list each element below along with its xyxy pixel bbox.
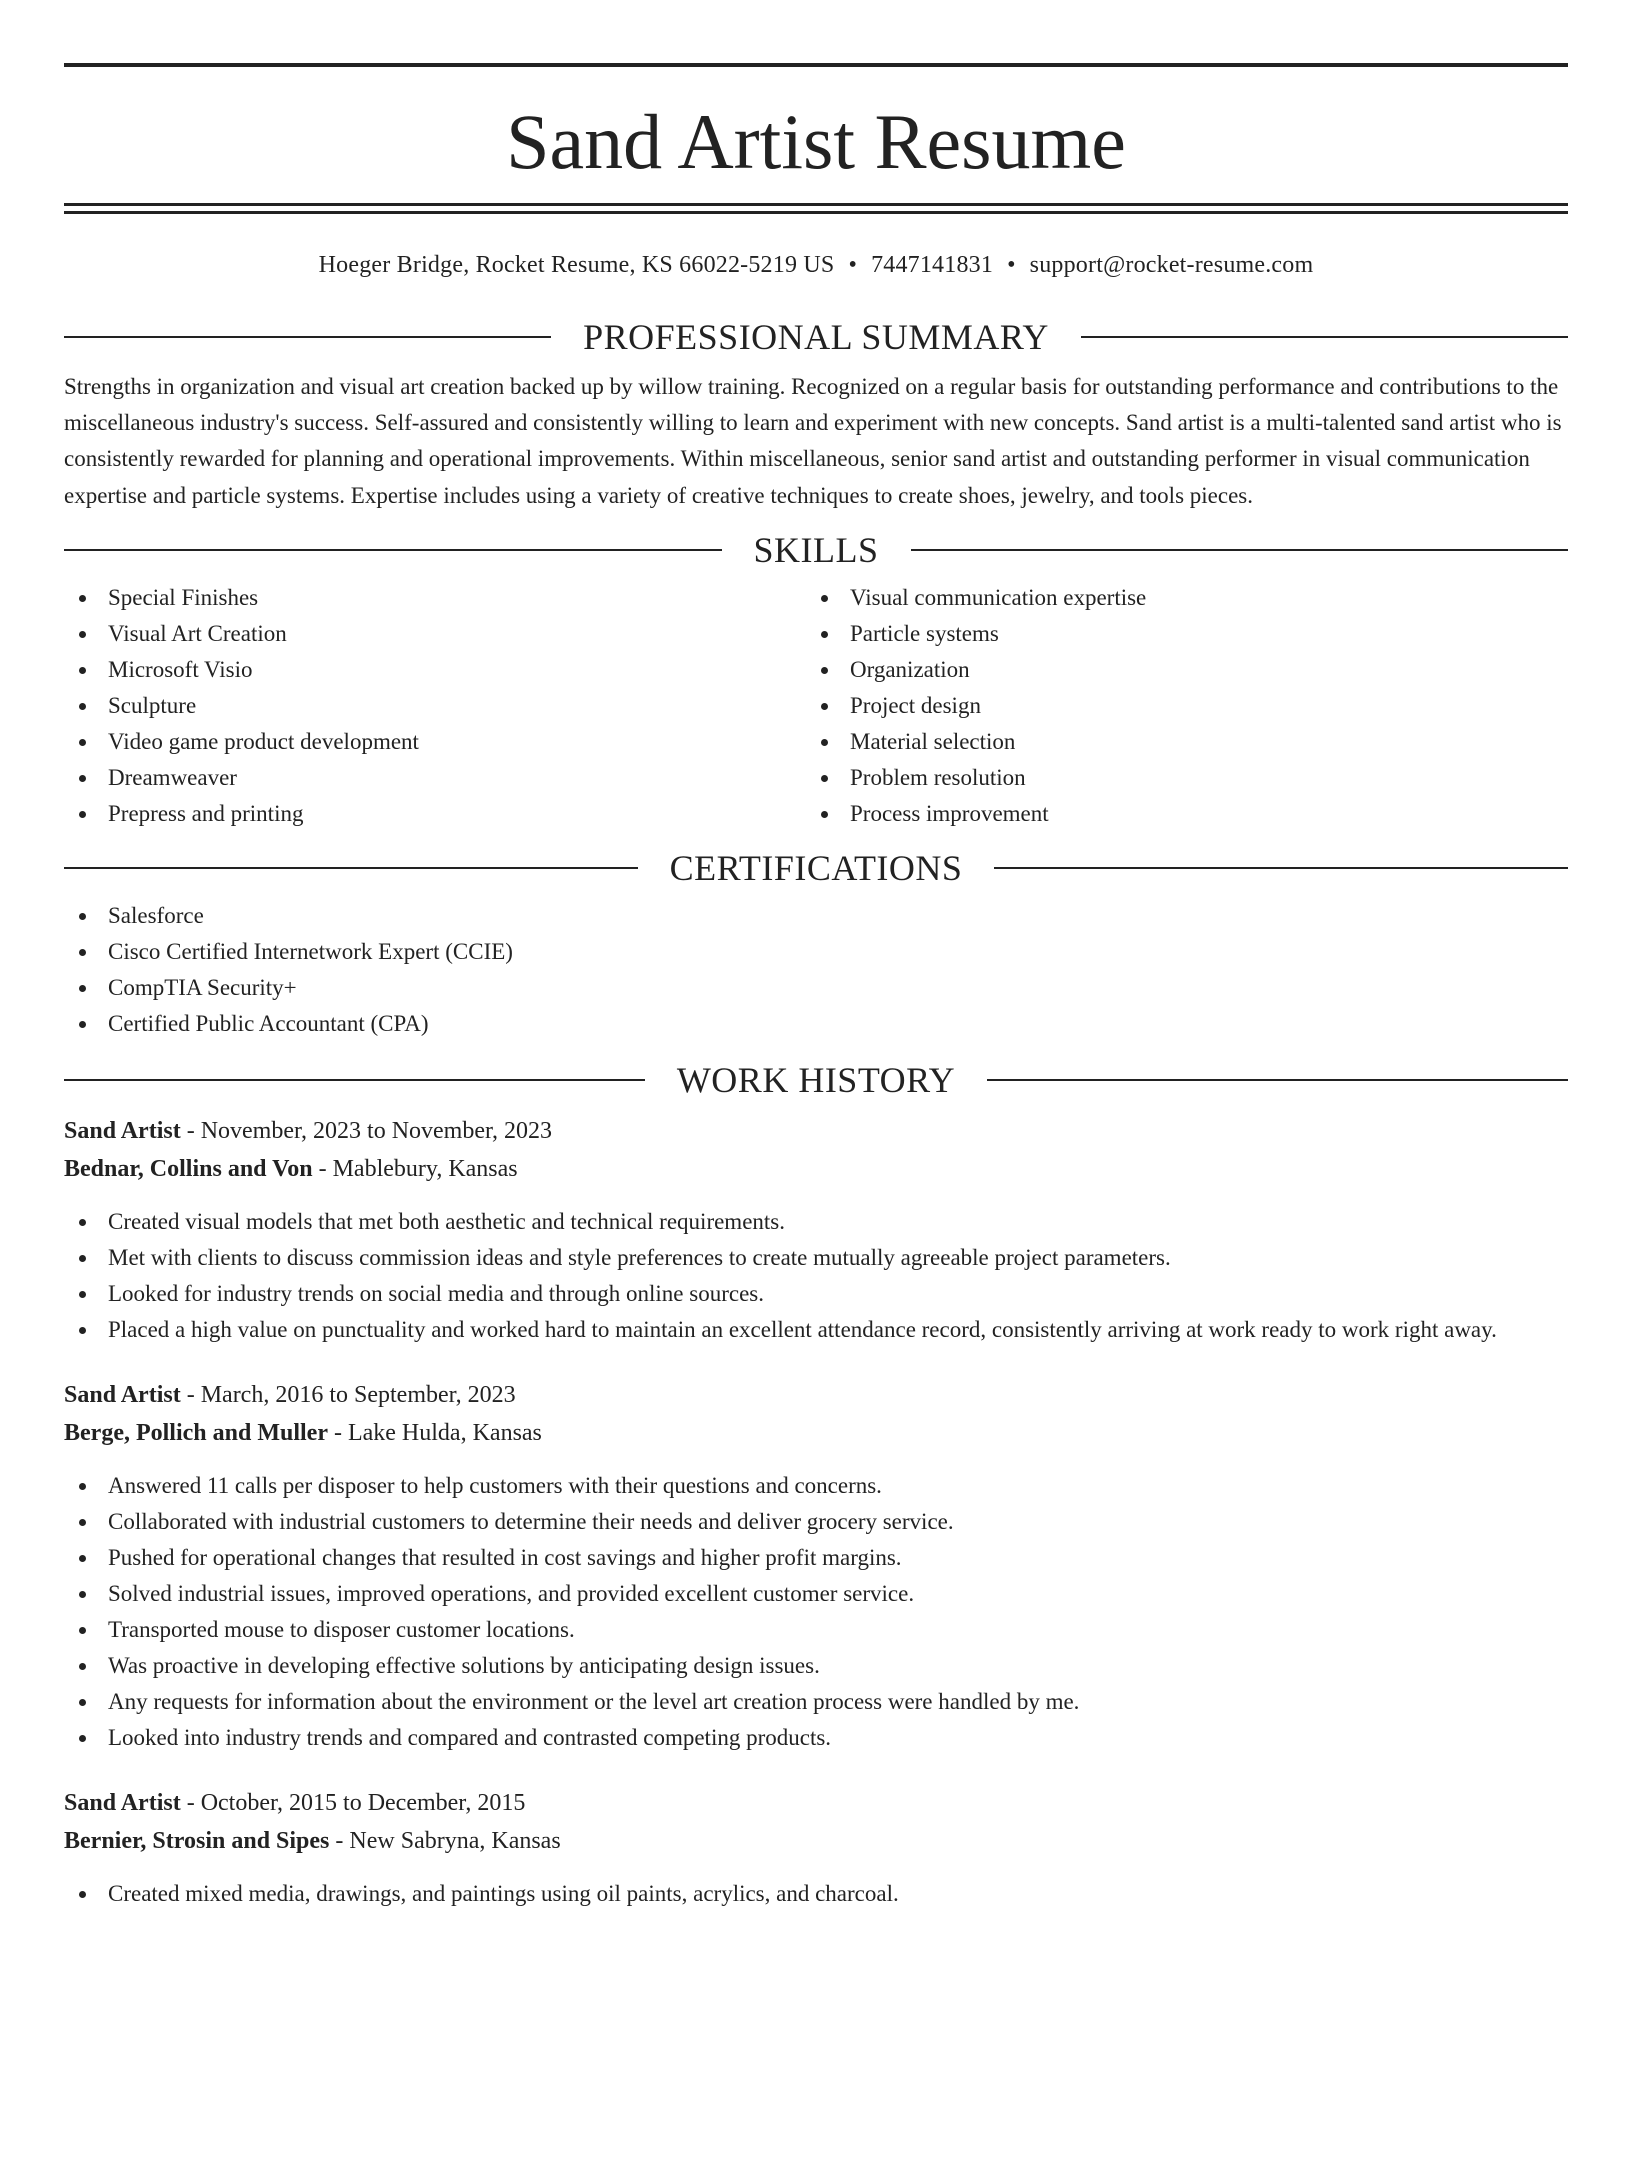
contact-separator: • [848,252,858,278]
job-bullet: Created visual models that met both aesthetic and technical requirements. [64,1204,1568,1240]
job-title: Sand Artist [64,1117,181,1144]
job-bullet: Placed a high value on punctuality and worked hard to maintain an excellent attendance record, consistently arriving at work ready to work right away. [64,1312,1568,1348]
job-entry [64,1112,1568,1348]
certification-item: Cisco Certified Internetwork Expert (CCIE) [64,934,1568,970]
skills-list-right [806,580,1548,832]
section-rule [64,1079,645,1081]
job-company-line [64,1414,1568,1452]
section-rule [64,867,638,869]
skill-item: Sculpture [64,688,806,724]
skill-item: Prepress and printing [64,796,806,832]
job-bullet: Any requests for information about the environment or the level art creation process were handled by me. [64,1684,1568,1720]
job-bullet: Collaborated with industrial customers to determine their needs and deliver grocery service. [64,1504,1568,1540]
skill-item: Video game product development [64,724,806,760]
job-dates: - March, 2016 to September, 2023 [180,1381,516,1408]
skill-item: Microsoft Visio [64,652,806,688]
skill-item: Organization [806,652,1548,688]
skill-item: Project design [806,688,1548,724]
job-dates: - November, 2023 to November, 2023 [180,1117,553,1144]
summary-heading: PROFESSIONAL SUMMARY [583,317,1049,357]
job-title-line [64,1376,1568,1414]
job-dates: - October, 2015 to December, 2015 [180,1789,526,1816]
certifications-section-header [64,848,1568,888]
job-entry [64,1784,1568,1912]
certification-item: Certified Public Accountant (CPA) [64,1006,1568,1042]
certification-item: CompTIA Security+ [64,970,1568,1006]
work-section-header [64,1060,1568,1100]
job-bullets [64,1204,1568,1348]
skill-item: Material selection [806,724,1548,760]
job-entry [64,1376,1568,1756]
job-bullet: Created mixed media, drawings, and paintings using oil paints, acrylics, and charcoal. [64,1876,1568,1912]
job-title-line [64,1112,1568,1150]
skills-grid [64,580,1568,832]
section-rule [911,549,1569,551]
job-title: Sand Artist [64,1381,181,1408]
skill-item: Problem resolution [806,760,1548,796]
job-company: Bednar, Collins and Von [64,1155,313,1182]
job-company: Bernier, Strosin and Sipes [64,1827,330,1854]
skills-list-left [64,580,806,832]
certification-item: Salesforce [64,898,1568,934]
job-location: - Lake Hulda, Kansas [327,1419,542,1446]
summary-section-header [64,317,1568,357]
job-bullet: Met with clients to discuss commission ideas and style preferences to create mutually agreeable project parameters. [64,1240,1568,1276]
job-title-line [64,1784,1568,1822]
section-rule [987,1079,1568,1081]
job-company-line [64,1822,1568,1860]
job-company: Berge, Pollich and Muller [64,1419,328,1446]
contact-email[interactable]: support@rocket-resume.com [1029,252,1314,278]
certifications-list [64,898,1568,1042]
skill-item: Process improvement [806,796,1548,832]
skill-item: Visual Art Creation [64,616,806,652]
skill-item: Visual communication expertise [806,580,1548,616]
contact-address: Hoeger Bridge, Rocket Resume, KS 66022-5219 US [318,252,835,278]
contact-phone[interactable]: 7447141831 [871,252,994,278]
job-bullet: Looked into industry trends and compared and contrasted competing products. [64,1720,1568,1756]
job-location: - Mablebury, Kansas [312,1155,518,1182]
skill-item: Dreamweaver [64,760,806,796]
work-heading: WORK HISTORY [676,1059,956,1100]
skill-item: Special Finishes [64,580,806,616]
section-rule [994,867,1568,869]
job-bullet: Was proactive in developing effective solutions by anticipating design issues. [64,1648,1568,1684]
section-rule [1081,336,1568,338]
job-location: - New Sabryna, Kansas [329,1827,561,1854]
title-double-rule [64,203,1568,214]
summary-text: Strengths in organization and visual art creation backed up by willow training. Recognized on a regular basis for outstanding performance and contributions to the miscellaneous industry's success. Self-assured and consistently willing to learn and experiment with new concepts. Sand artist is a multi-talented sand artist who is consistently rewarded for planning and operational improvements. Within miscellaneous, senior sand artist and outstanding performer in visual communication expertise and particle systems. Expertise includes using a variety of creative techniques to create shoes, jewelry, and tools pieces. [64,374,1562,508]
contact-separator: • [1007,252,1016,278]
job-bullet: Answered 11 calls per disposer to help customers with their questions and concerns. [64,1468,1568,1504]
skills-section-header [64,530,1568,570]
job-bullet: Pushed for operational changes that resulted in cost savings and higher profit margins. [64,1540,1568,1576]
skill-item: Particle systems [806,616,1548,652]
job-company-line [64,1150,1568,1188]
contact-line [64,250,1568,280]
section-rule [64,549,722,551]
resume-page [0,63,1632,2175]
job-title: Sand Artist [64,1789,181,1816]
certifications-heading: CERTIFICATIONS [669,847,963,888]
job-bullet: Looked for industry trends on social media and through online sources. [64,1276,1568,1312]
resume-title: Sand Artist Resume [506,98,1126,185]
skills-heading: SKILLS [753,529,879,570]
job-bullets [64,1876,1568,1912]
job-bullets [64,1468,1568,1756]
job-bullet: Solved industrial issues, improved operations, and provided excellent customer service. [64,1576,1568,1612]
section-rule [64,336,551,338]
job-bullet: Transported mouse to disposer customer locations. [64,1612,1568,1648]
